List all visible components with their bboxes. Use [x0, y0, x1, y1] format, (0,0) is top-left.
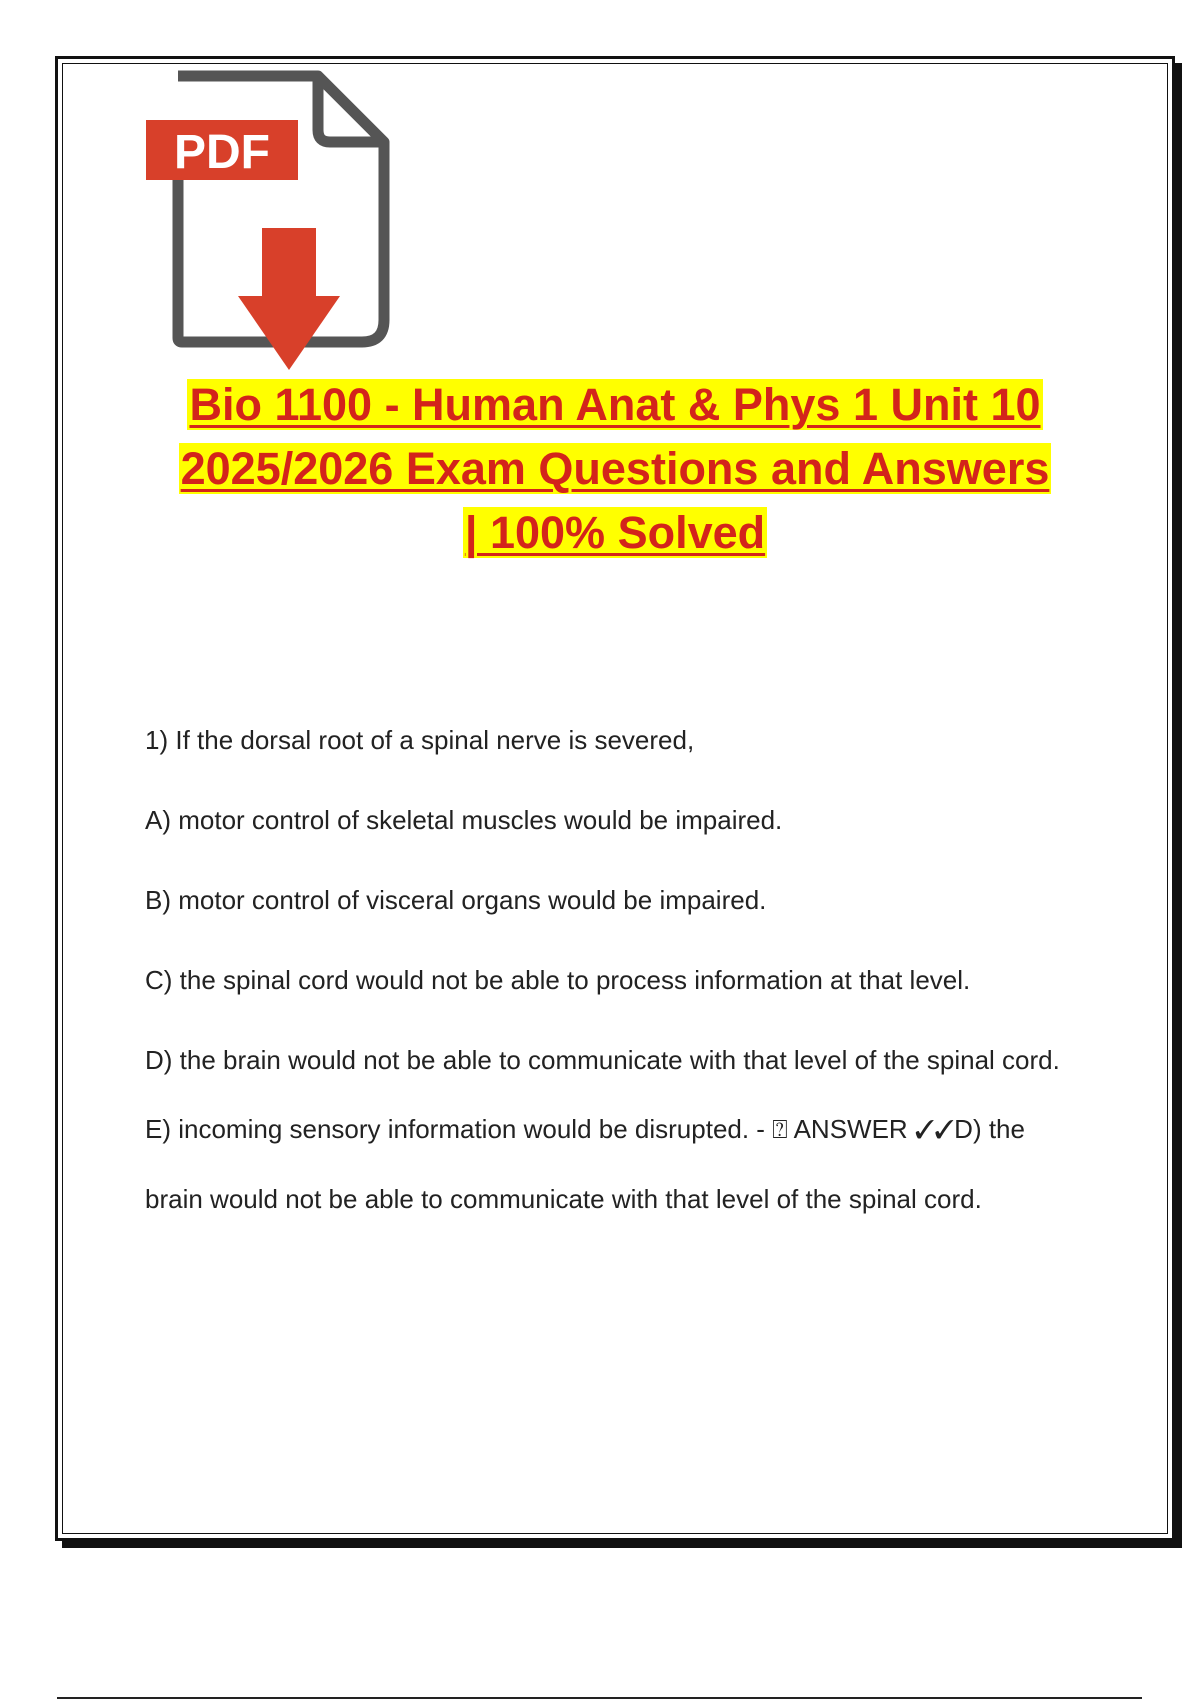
option-c: C) the spinal cord would not be able to process information at that level. [145, 965, 971, 995]
question-block [145, 718, 1085, 1234]
option-a: A) motor control of skeletal muscles would be impaired. [145, 805, 783, 835]
title-line-3: | 100% Solved [464, 507, 766, 558]
option-d: D) the brain would not be able to communicate with that level of the spinal cord. [145, 1045, 1060, 1075]
question-stem: 1) If the dorsal root of a spinal nerve is severed, [145, 725, 695, 755]
arrow-shaft [262, 228, 316, 298]
pdf-badge-label: PDF [174, 126, 270, 179]
arrow-head [238, 296, 340, 370]
document-title [120, 373, 1110, 565]
footer-rule [57, 1697, 1142, 1699]
pdf-download-icon [142, 70, 402, 380]
option-b: B) motor control of visceral organs would be impaired. [145, 885, 767, 915]
option-e-with-answer: E) incoming sensory information would be disrupted. - ⍰ ANSWER ✓✓D) the brain would not be able to communicate with that level of the spinal cord. [145, 1114, 1025, 1214]
title-line-1: Bio 1100 - Human Anat & Phys 1 Unit 10 [189, 379, 1041, 430]
title-line-2: 2025/2026 Exam Questions and Answers [180, 443, 1050, 494]
